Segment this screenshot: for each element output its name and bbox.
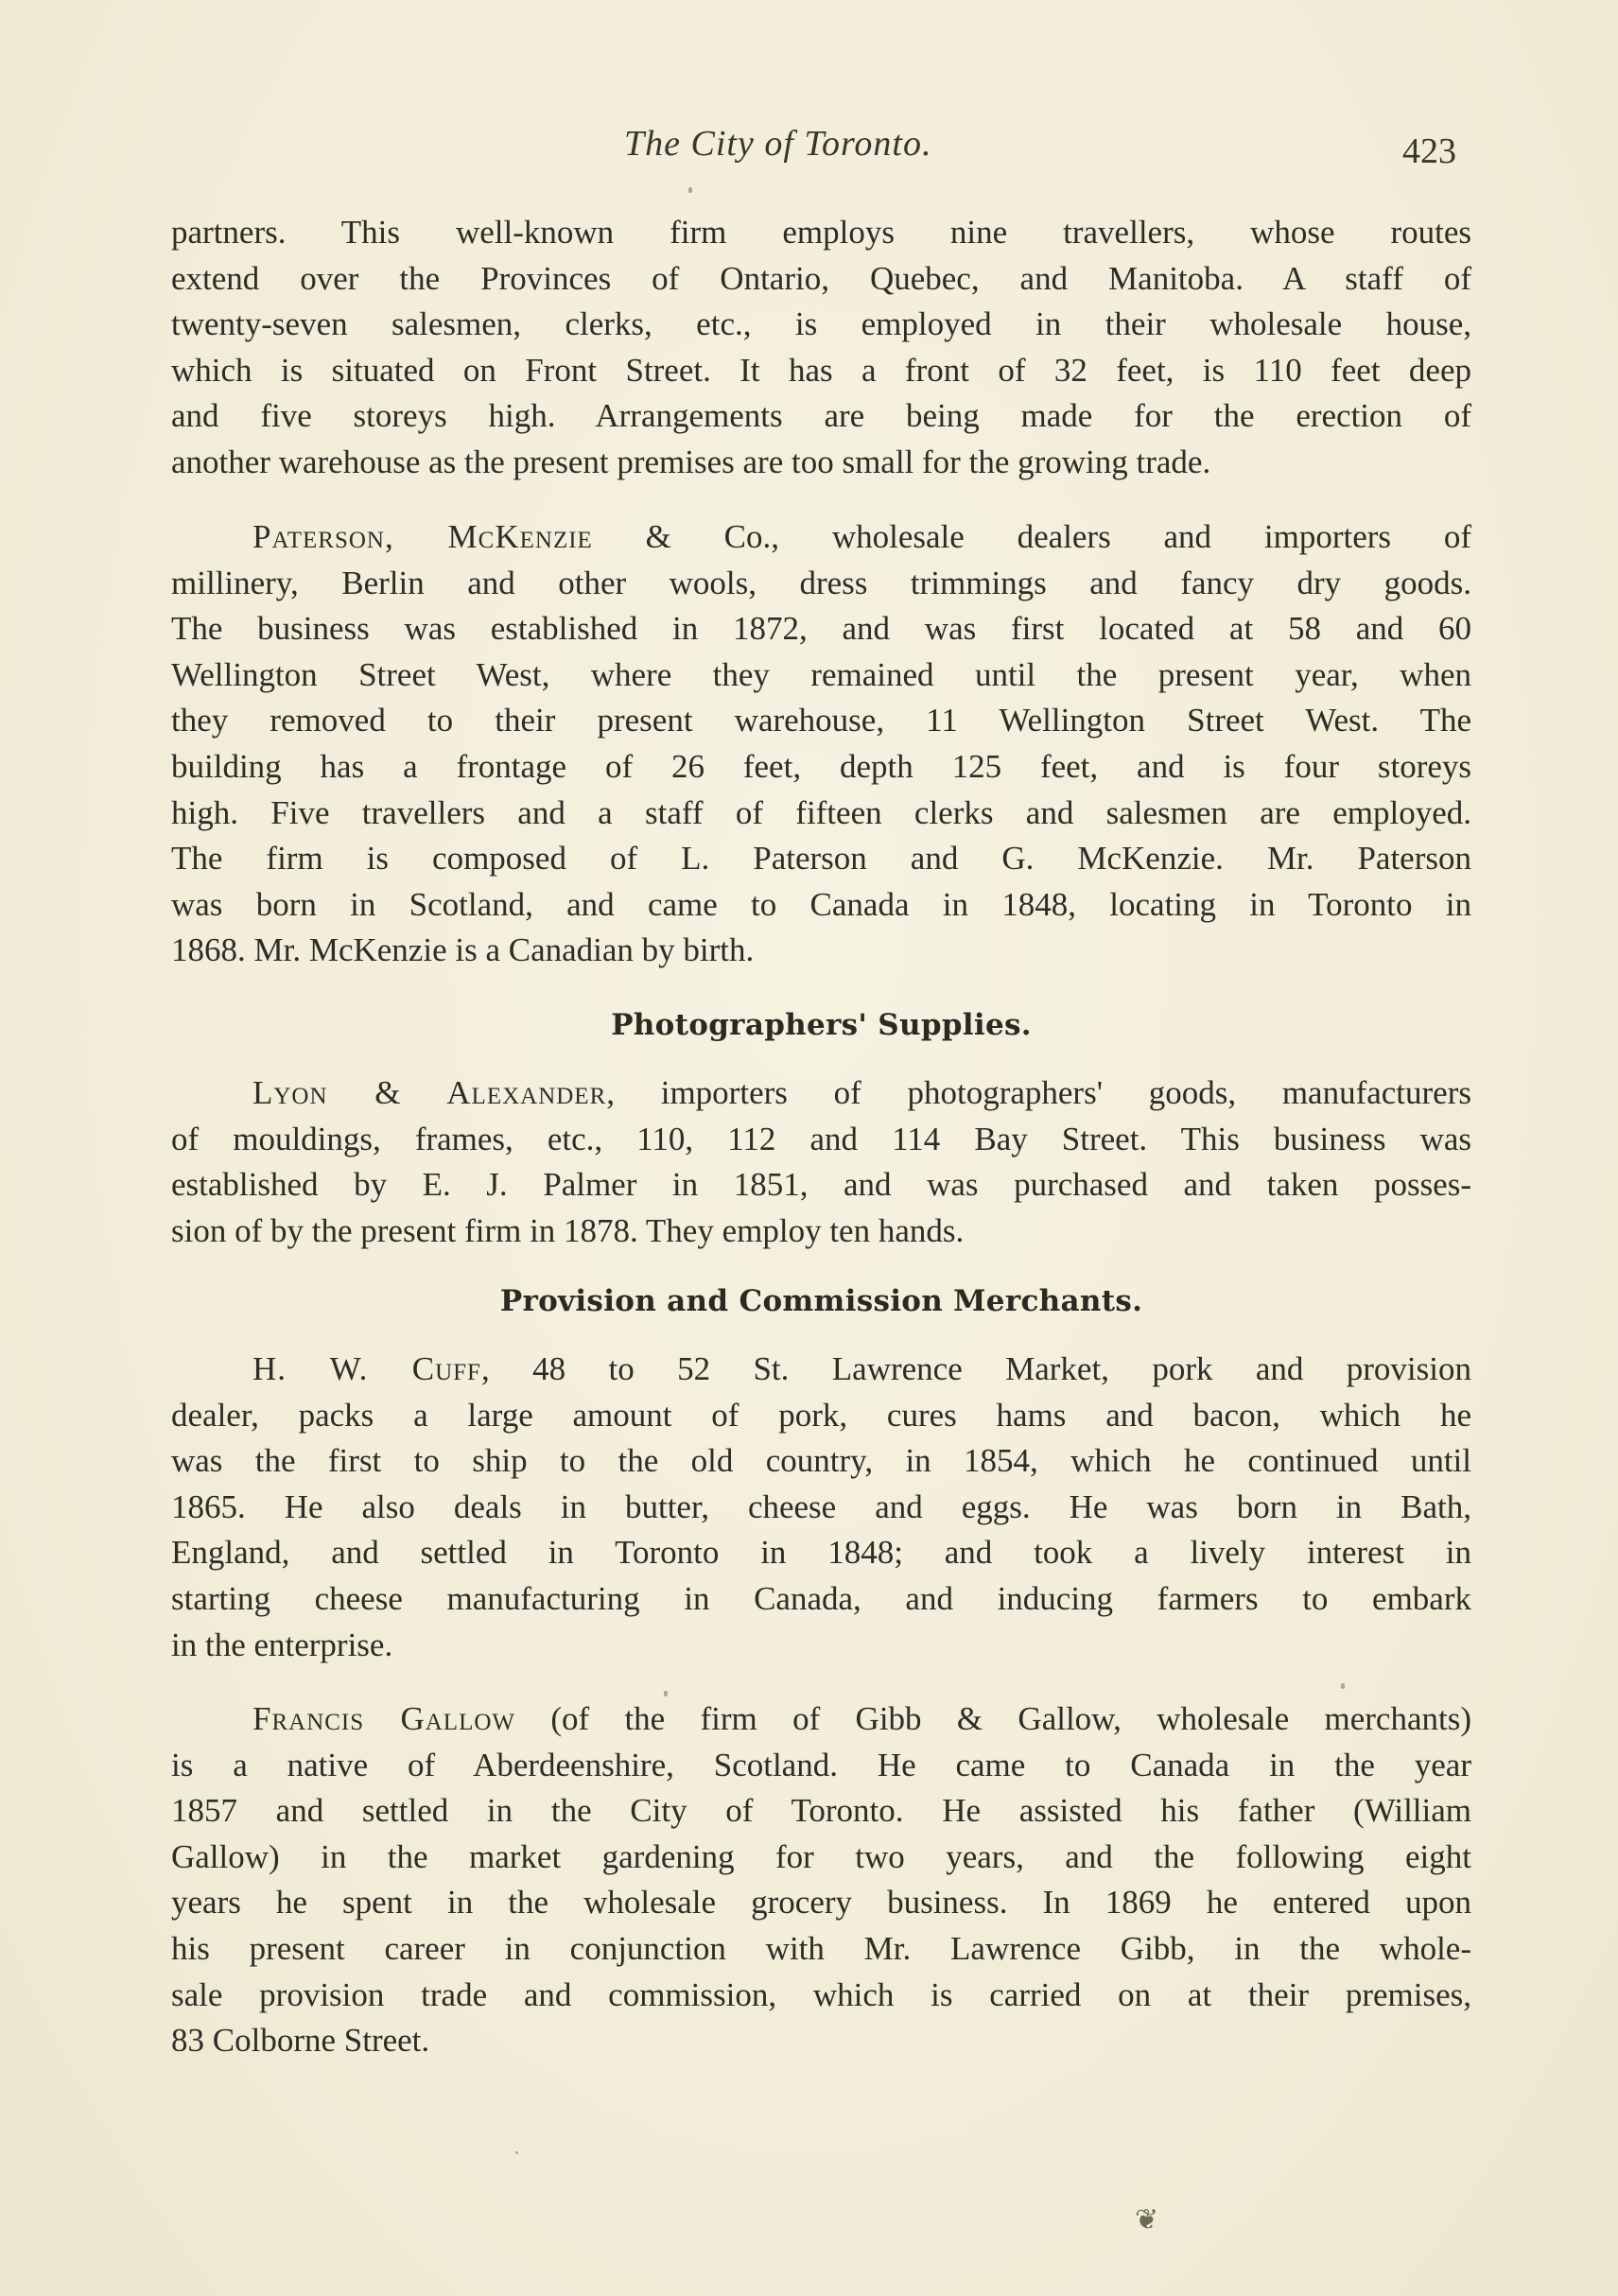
scan-speck xyxy=(515,2151,518,2154)
firm-name: Paterson, McKenzie xyxy=(252,518,593,555)
text-line: 83 Colborne Street. xyxy=(171,2022,430,2060)
paragraph-lyon-alexander xyxy=(171,1070,1471,1254)
text-line: which is situated on Front Street. It has a front of 32 feet, is 110 feet deep xyxy=(171,351,1471,389)
text-line: twenty-seven salesmen, clerks, etc., is employed in their wholesale house, xyxy=(171,305,1471,343)
page-number: 423 xyxy=(1402,131,1456,171)
text-line: sale provision trade and commission, which is carried on at their premises, xyxy=(171,1975,1471,2013)
text-line: building has a frontage of 26 feet, depth 125 feet, and is four storeys xyxy=(171,747,1471,785)
text-line: high. Five travellers and a staff of fifteen clerks and salesmen are employed. xyxy=(171,793,1471,831)
text-line: was the first to ship to the old country, in 1854, which he continued until xyxy=(171,1442,1471,1480)
text-line: millinery, Berlin and other wools, dress trimmings and fancy dry goods. xyxy=(171,564,1471,601)
paragraph-francis-gallow xyxy=(171,1696,1471,2064)
text-fragment: , 48 to 52 St. Lawrence Market, pork and provision xyxy=(480,1350,1472,1387)
text-line: is a native of Aberdeenshire, Scotland. He came to Canada in the year xyxy=(171,1746,1471,1783)
scan-speck xyxy=(688,187,692,193)
person-name: Francis Gallow xyxy=(252,1700,515,1737)
text-line: they removed to their present warehouse, 11 Wellington Street West. The xyxy=(171,702,1471,739)
text-line xyxy=(171,514,1471,561)
text-line: years he spent in the wholesale grocery business. In 1869 he entered upon xyxy=(171,1884,1471,1922)
text-line xyxy=(171,1070,1471,1117)
running-title: The City of Toronto. xyxy=(624,124,932,164)
text-line: The business was established in 1872, and was first located at 58 and 60 xyxy=(171,610,1471,648)
text-line xyxy=(171,1347,1471,1393)
scan-speck xyxy=(1341,1683,1345,1689)
text-line: established by E. J. Palmer in 1851, and was purchased and taken posses- xyxy=(171,1166,1471,1204)
text-line: England, and settled in Toronto in 1848; and took a lively interest in xyxy=(171,1534,1471,1572)
text-line: partners. This well-known firm employs nine travellers, whose routes xyxy=(171,214,1471,251)
text-line: starting cheese manufacturing in Canada, and inducing farmers to embark xyxy=(171,1579,1471,1617)
text-line: The firm is composed of L. Paterson and G. McKenzie. Mr. Paterson xyxy=(171,840,1471,878)
text-line: and five storeys high. Arrangements are being made for the erection of xyxy=(171,397,1471,435)
text-line: 1868. Mr. McKenzie is a Canadian by birth. xyxy=(171,931,755,969)
section-heading-provision-merchants: Provision and Commission Merchants. xyxy=(499,1284,1143,1318)
text-line: was born in Scotland, and came to Canada in 1848, locating in Toronto in xyxy=(171,885,1471,923)
text-line: extend over the Provinces of Ontario, Quebec, and Manitoba. A staff of xyxy=(171,259,1471,297)
text-fragment: (of the firm of Gibb & Gallow, wholesale merchants) xyxy=(515,1700,1471,1737)
text-line: dealer, packs a large amount of pork, cures hams and bacon, which he xyxy=(171,1396,1471,1434)
scan-speck xyxy=(664,1691,668,1696)
text-line: Wellington Street West, where they remained until the present year, when xyxy=(171,655,1471,693)
firm-name: Lyon & Alexander xyxy=(252,1074,607,1111)
text-line xyxy=(171,1696,1471,1743)
text-line: his present career in conjunction with Mr. Lawrence Gibb, in the whole- xyxy=(171,1929,1471,1967)
text-line: sion of by the present firm in 1878. They employ ten hands. xyxy=(171,1211,965,1249)
text-line: of mouldings, frames, etc., 110, 112 and 114 Bay Street. This business was xyxy=(171,1120,1471,1157)
firm-name: H. W. Cuff xyxy=(252,1350,481,1387)
text-fragment: & Co., wholesale dealers and importers of xyxy=(592,518,1471,555)
text-line: in the enterprise. xyxy=(171,1626,393,1663)
text-fragment: , importers of photographers' goods, manufacturers xyxy=(606,1074,1471,1111)
text-line: 1865. He also deals in butter, cheese and eggs. He was born in Bath, xyxy=(171,1487,1471,1525)
paragraph-paterson-mckenzie xyxy=(171,514,1471,974)
ornament-icon: ❦ xyxy=(1135,2204,1159,2235)
paragraph-continuation xyxy=(171,210,1471,486)
text-line: 1857 and settled in the City of Toronto. He assisted his father (William xyxy=(171,1792,1471,1830)
paragraph-hw-cuff xyxy=(171,1347,1471,1668)
text-line: Gallow) in the market gardening for two years, and the following eight xyxy=(171,1837,1471,1875)
section-heading-photographers-supplies: Photographers' Supplies. xyxy=(611,1008,1032,1042)
text-line: another warehouse as the present premises are too small for the growing trade. xyxy=(171,443,1211,480)
